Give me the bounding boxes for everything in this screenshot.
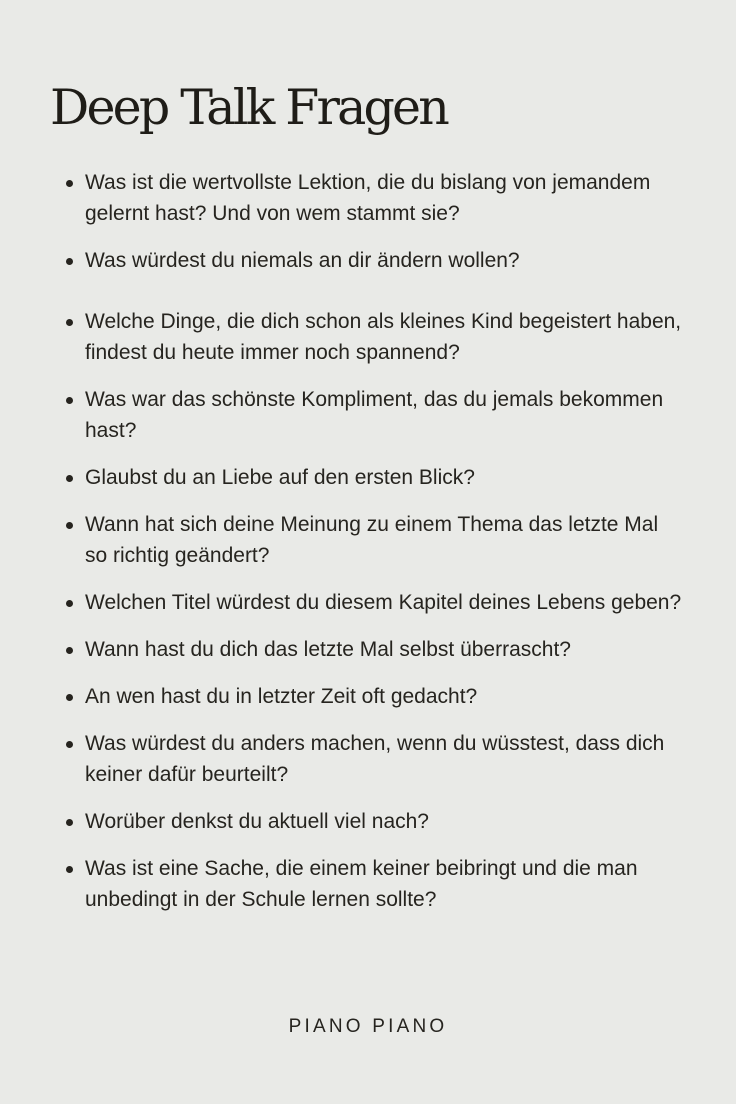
question-text: Was war das schönste Kompliment, das du jemals bekommen hast? [85, 388, 664, 442]
bullet-icon [66, 694, 73, 701]
bullet-icon [66, 475, 73, 482]
bullet-icon [66, 866, 73, 873]
question-text: Worüber denkst du aktuell viel nach? [85, 810, 429, 833]
bullet-icon [66, 647, 73, 654]
question-text: Was würdest du anders machen, wenn du wüsstest, dass dich keiner dafür beurteilt? [85, 732, 665, 786]
question-text: Was ist die wertvollste Lektion, die du bislang von jemandem gelernt hast? Und von wem stammt sie? [85, 171, 651, 225]
list-item [66, 634, 686, 665]
question-list [66, 167, 686, 931]
question-text: Was würdest du niemals an dir ändern wollen? [85, 249, 520, 272]
question-text: Glaubst du an Liebe auf den ersten Blick? [85, 466, 475, 489]
list-item [66, 509, 686, 571]
bullet-icon [66, 600, 73, 607]
list-item [66, 384, 686, 446]
list-item [66, 853, 686, 915]
page-title: Deep Talk Fragen [50, 79, 448, 136]
question-text: An wen hast du in letzter Zeit oft gedacht? [85, 685, 478, 708]
question-text: Wann hast du dich das letzte Mal selbst überrascht? [85, 638, 571, 661]
bullet-icon [66, 522, 73, 529]
bullet-icon [66, 258, 73, 265]
bullet-icon [66, 397, 73, 404]
bullet-icon [66, 741, 73, 748]
list-item [66, 728, 686, 790]
question-text: Was ist eine Sache, die einem keiner beibringt und die man unbedingt in der Schule lernen sollte? [85, 857, 638, 911]
list-item [66, 306, 686, 368]
question-text: Welche Dinge, die dich schon als kleines Kind begeistert haben, findest du heute immer noch spannend? [85, 310, 682, 364]
list-item [66, 167, 686, 229]
question-text: Wann hat sich deine Meinung zu einem Thema das letzte Mal so richtig geändert? [85, 513, 659, 567]
list-item [66, 681, 686, 712]
list-item [66, 245, 686, 276]
list-item [66, 806, 686, 837]
brand-name: PIANO PIANO [288, 1016, 448, 1037]
question-text: Welchen Titel würdest du diesem Kapitel deines Lebens geben? [85, 591, 682, 614]
bullet-icon [66, 819, 73, 826]
bullet-icon [66, 319, 73, 326]
list-item [66, 462, 686, 493]
bullet-icon [66, 180, 73, 187]
list-item [66, 587, 686, 618]
